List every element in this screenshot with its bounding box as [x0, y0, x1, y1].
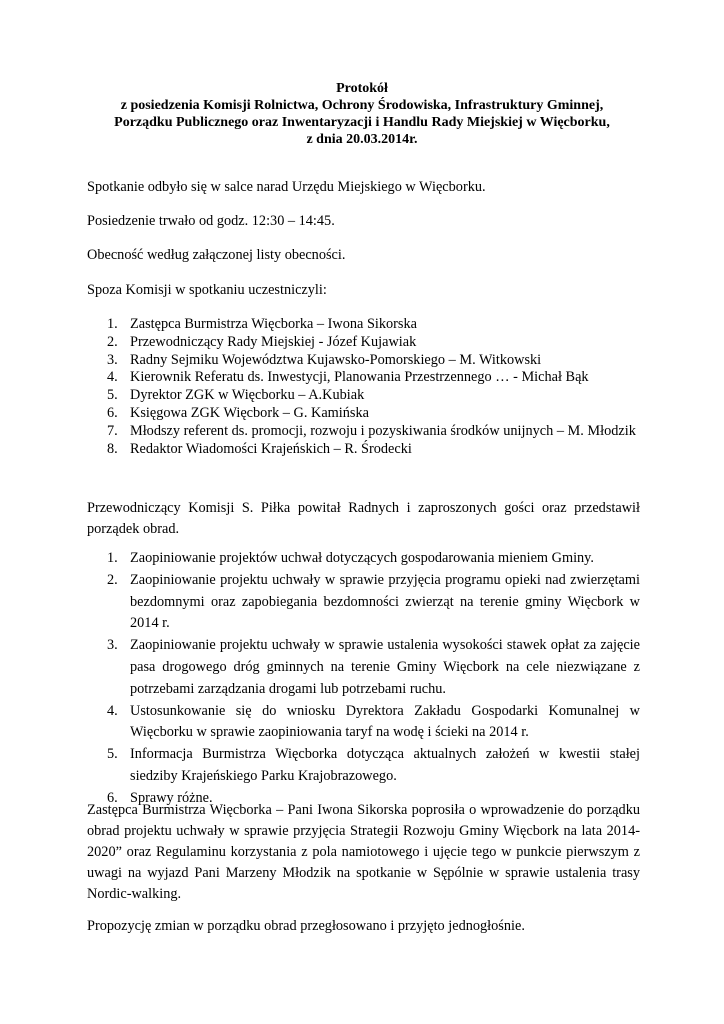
vote-result: Propozycję zmian w porządku obrad przegłosowano i przyjęto jednogłośnie.: [87, 918, 525, 934]
list-item-text: Księgowa ZGK Więcbork – G. Kamińska: [130, 404, 369, 421]
list-item-text: Dyrektor ZGK w Więcborku – A.Kubiak: [130, 387, 365, 404]
agenda-list: [87, 548, 640, 810]
list-item: [87, 570, 640, 635]
list-item: [87, 387, 640, 405]
title-line-3: Porządku Publicznego oraz Inwentaryzacji i Handlu Rady Miejskiej w Więcborku,: [114, 115, 610, 130]
list-item: [87, 744, 640, 788]
list-item-number: 3.: [107, 637, 118, 654]
deputy-mayor-request: Zastępca Burmistrza Więcborka – Pani Iwona Sikorska poprosiła o wprowadzenie do porządku obrad projektu uchwały w sprawie przyjęcia Strategii Rozwoju Gminy Więcbork na lata 2014-2020” oraz Regulaminu korzystania z pola namiotowego i ujęcie tego w punkcie pierwszym z uwagi na wyjazd Pani Marzeny Młodzik na spotkanie w Sępólnie w sprawie ustalenia trasy Nordic-walking.: [87, 802, 640, 902]
list-item-text: Zaopiniowanie projektu uchwały w sprawie ustalenia wysokości stawek opłat za zajęcie pasa drogowego dróg gminnych na terenie Gminy Więcbork na cele niezwiązane z potrzebami zarządzania drogami lub potrzebami ruchu.: [130, 637, 640, 697]
title-line-1: Protokół: [336, 81, 388, 96]
list-item-text: Informacja Burmistrza Więcborka dotycząca aktualnych założeń w kwestii stałej siedziby Krajeńskiego Parku Krajobrazowego.: [130, 746, 640, 784]
list-item: [87, 369, 640, 387]
list-item-text: Przewodniczący Rady Miejskiej - Józef Kujawiak: [130, 333, 417, 350]
list-item: [87, 635, 640, 700]
list-item-number: 3.: [107, 351, 118, 368]
list-item-number: 6.: [107, 789, 118, 806]
document-title: [60, 80, 664, 148]
list-item-number: 5.: [107, 387, 118, 404]
attendance-note: Obecność według załączonej listy obecności.: [87, 247, 346, 263]
list-item-text: Zaopiniowanie projektu uchwały w sprawie przyjęcia programu opieki nad zwierzętami bezdomnymi oraz zapobiegania bezdomności zwierząt na terenie gminy Więcbork w 2014 r.: [130, 571, 640, 632]
external-participants-heading: Spoza Komisji w spotkaniu uczestniczyli:: [87, 282, 327, 298]
list-item-text: Zastępca Burmistrza Więcborka – Iwona Sikorska: [130, 316, 417, 332]
list-item-number: 1.: [107, 316, 118, 332]
list-item-number: 4.: [107, 369, 118, 386]
chair-introduction: Przewodniczący Komisji S. Piłka powitał Radnych i zaproszonych gości oraz przedstawił porządek obrad.: [87, 500, 640, 537]
attendee-list: [87, 316, 640, 458]
list-item-text: Kierownik Referatu ds. Inwestycji, Planowania Przestrzennego … - Michał Bąk: [130, 369, 589, 386]
list-item-text: Ustosunkowanie się do wniosku Dyrektora Zakładu Gospodarki Komunalnej w Więcborku w sprawie zaopiniowania taryf na wodę i ścieki na 2014 r.: [130, 702, 640, 741]
list-item: [87, 316, 640, 334]
list-item: [87, 423, 640, 441]
list-item-number: 5.: [107, 746, 118, 763]
list-item-number: 1.: [107, 550, 118, 566]
list-item-number: 2.: [107, 333, 118, 350]
list-item: [87, 441, 640, 459]
list-item: [87, 405, 640, 423]
list-item-number: 2.: [107, 571, 118, 588]
list-item: [87, 334, 640, 352]
list-item-text: Redaktor Wiadomości Krajeńskich – R. Środecki: [130, 440, 412, 457]
title-line-2: z posiedzenia Komisji Rolnictwa, Ochrony Środowiska, Infrastruktury Gminnej,: [120, 98, 604, 113]
list-item-text: Młodszy referent ds. promocji, rozwoju i pozyskiwania środków unijnych – M. Młodzik: [130, 422, 636, 439]
list-item: [87, 701, 640, 745]
list-item-number: 8.: [107, 440, 118, 457]
list-item-text: Zaopiniowanie projektów uchwał dotyczących gospodarowania mieniem Gminy.: [130, 550, 594, 566]
title-line-4: z dnia 20.03.2014r.: [306, 132, 418, 147]
meeting-time: Posiedzenie trwało od godz. 12:30 – 14:45.: [87, 213, 335, 229]
list-item: [87, 352, 640, 370]
list-item-number: 4.: [107, 702, 118, 719]
list-item: [87, 548, 640, 570]
list-item-number: 6.: [107, 404, 118, 421]
list-item-number: 7.: [107, 422, 118, 439]
list-item-text: Radny Sejmiku Województwa Kujawsko-Pomorskiego – M. Witkowski: [130, 351, 542, 368]
list-item-text: Sprawy różne.: [130, 789, 213, 806]
meeting-location: Spotkanie odbyło się w salce narad Urzędu Miejskiego w Więcborku.: [87, 179, 486, 195]
